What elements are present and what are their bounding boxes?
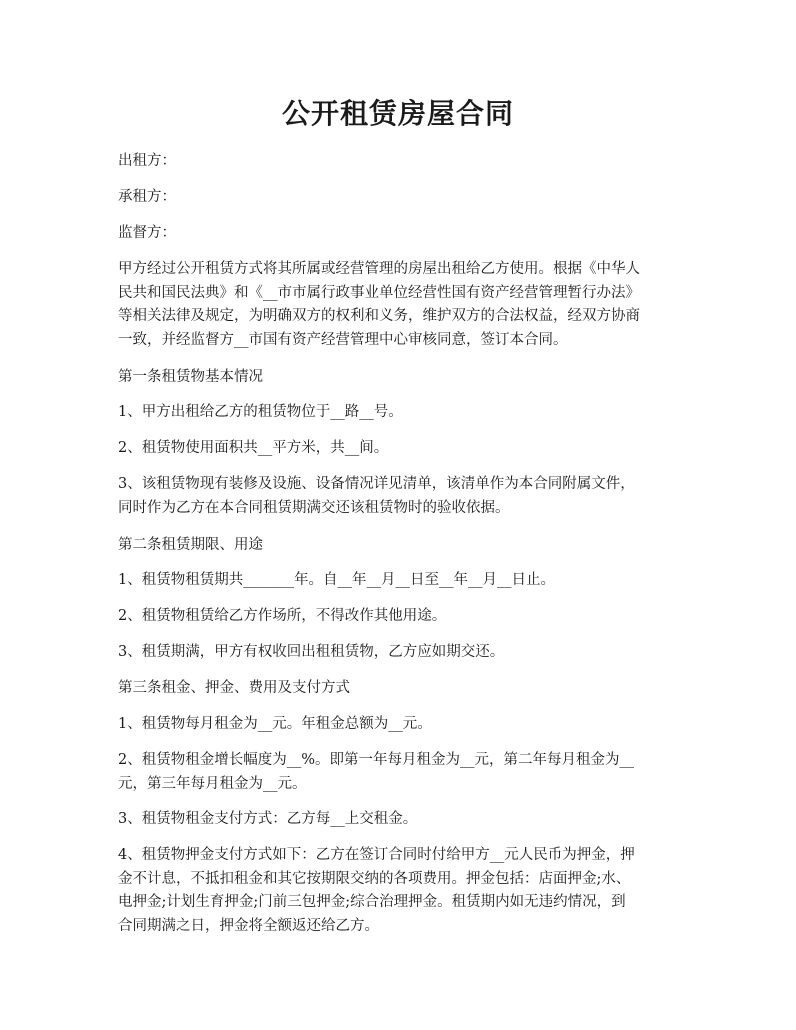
article-2-clause-3: 3、租赁期满，甲方有权收回出租租赁物，乙方应如期交还。: [118, 644, 505, 660]
lessee-label: 承租方：: [118, 189, 176, 205]
article-2-clause-1: 1、租赁物租赁期共_______年。自__年__月__日至__年__月__日止。: [118, 572, 555, 588]
article-1-heading: 第一条租赁物基本情况: [118, 369, 263, 385]
preamble-paragraph: 甲方经过公开租赁方式将其所属或经营管理的房屋出租给乙方使用。根据《中华人 民共和国民法典》和《__市市属行政事业单位经营性国有资产经营管理暂行办法》 等相关法律及规定，为明确双方的权利和义务，维护双方的合法权益，经双方协商 一致，并经监督方__市国有资产经营管理中心审核同意，签订本合同。: [118, 261, 640, 348]
lessor-label: 出租方：: [118, 153, 176, 169]
article-3-clause-2: 2、租赁物租金增长幅度为__%。即第一年每月租金为__元，第二年每月租金为__ 元，第三年每月租金为__元。: [118, 752, 635, 792]
article-2-heading: 第二条租赁期限、用途: [118, 537, 263, 553]
article-1-clause-1: 1、甲方出租给乙方的租赁物位于__路__号。: [118, 404, 403, 420]
article-3-clause-3: 3、租赁物租金支付方式：乙方每__上交租金。: [118, 811, 418, 827]
article-3-clause-4: 4、租赁物押金支付方式如下：乙方在签订合同时付给甲方__元人民币为押金，押 金不计息，不抵扣租金和其它按期限交纳的各项费用。押金包括：店面押金;水、 电押金;计划生育押金;门前三包押金;综合治理押金。租赁期内如无违约情况，到 合同期满之日，押金将全额返还给乙方。: [118, 847, 635, 934]
article-3-heading: 第三条租金、押金、费用及支付方式: [118, 680, 350, 696]
supervisor-label: 监督方：: [118, 225, 176, 241]
document-title: 公开租赁房屋合同: [281, 97, 514, 130]
article-1-clause-3: 3、该租赁物现有装修及设施、设备情况详见清单，该清单作为本合同附属文件， 同时作为乙方在本合同租赁期满交还该租赁物时的验收依据。: [118, 476, 635, 516]
article-1-clause-2: 2、租赁物使用面积共__平方米，共__间。: [118, 440, 389, 456]
article-3-clause-1: 1、租赁物每月租金为__元。年租金总额为__元。: [118, 716, 432, 732]
article-2-clause-2: 2、租赁物租赁给乙方作场所，不得改作其他用途。: [118, 608, 447, 624]
